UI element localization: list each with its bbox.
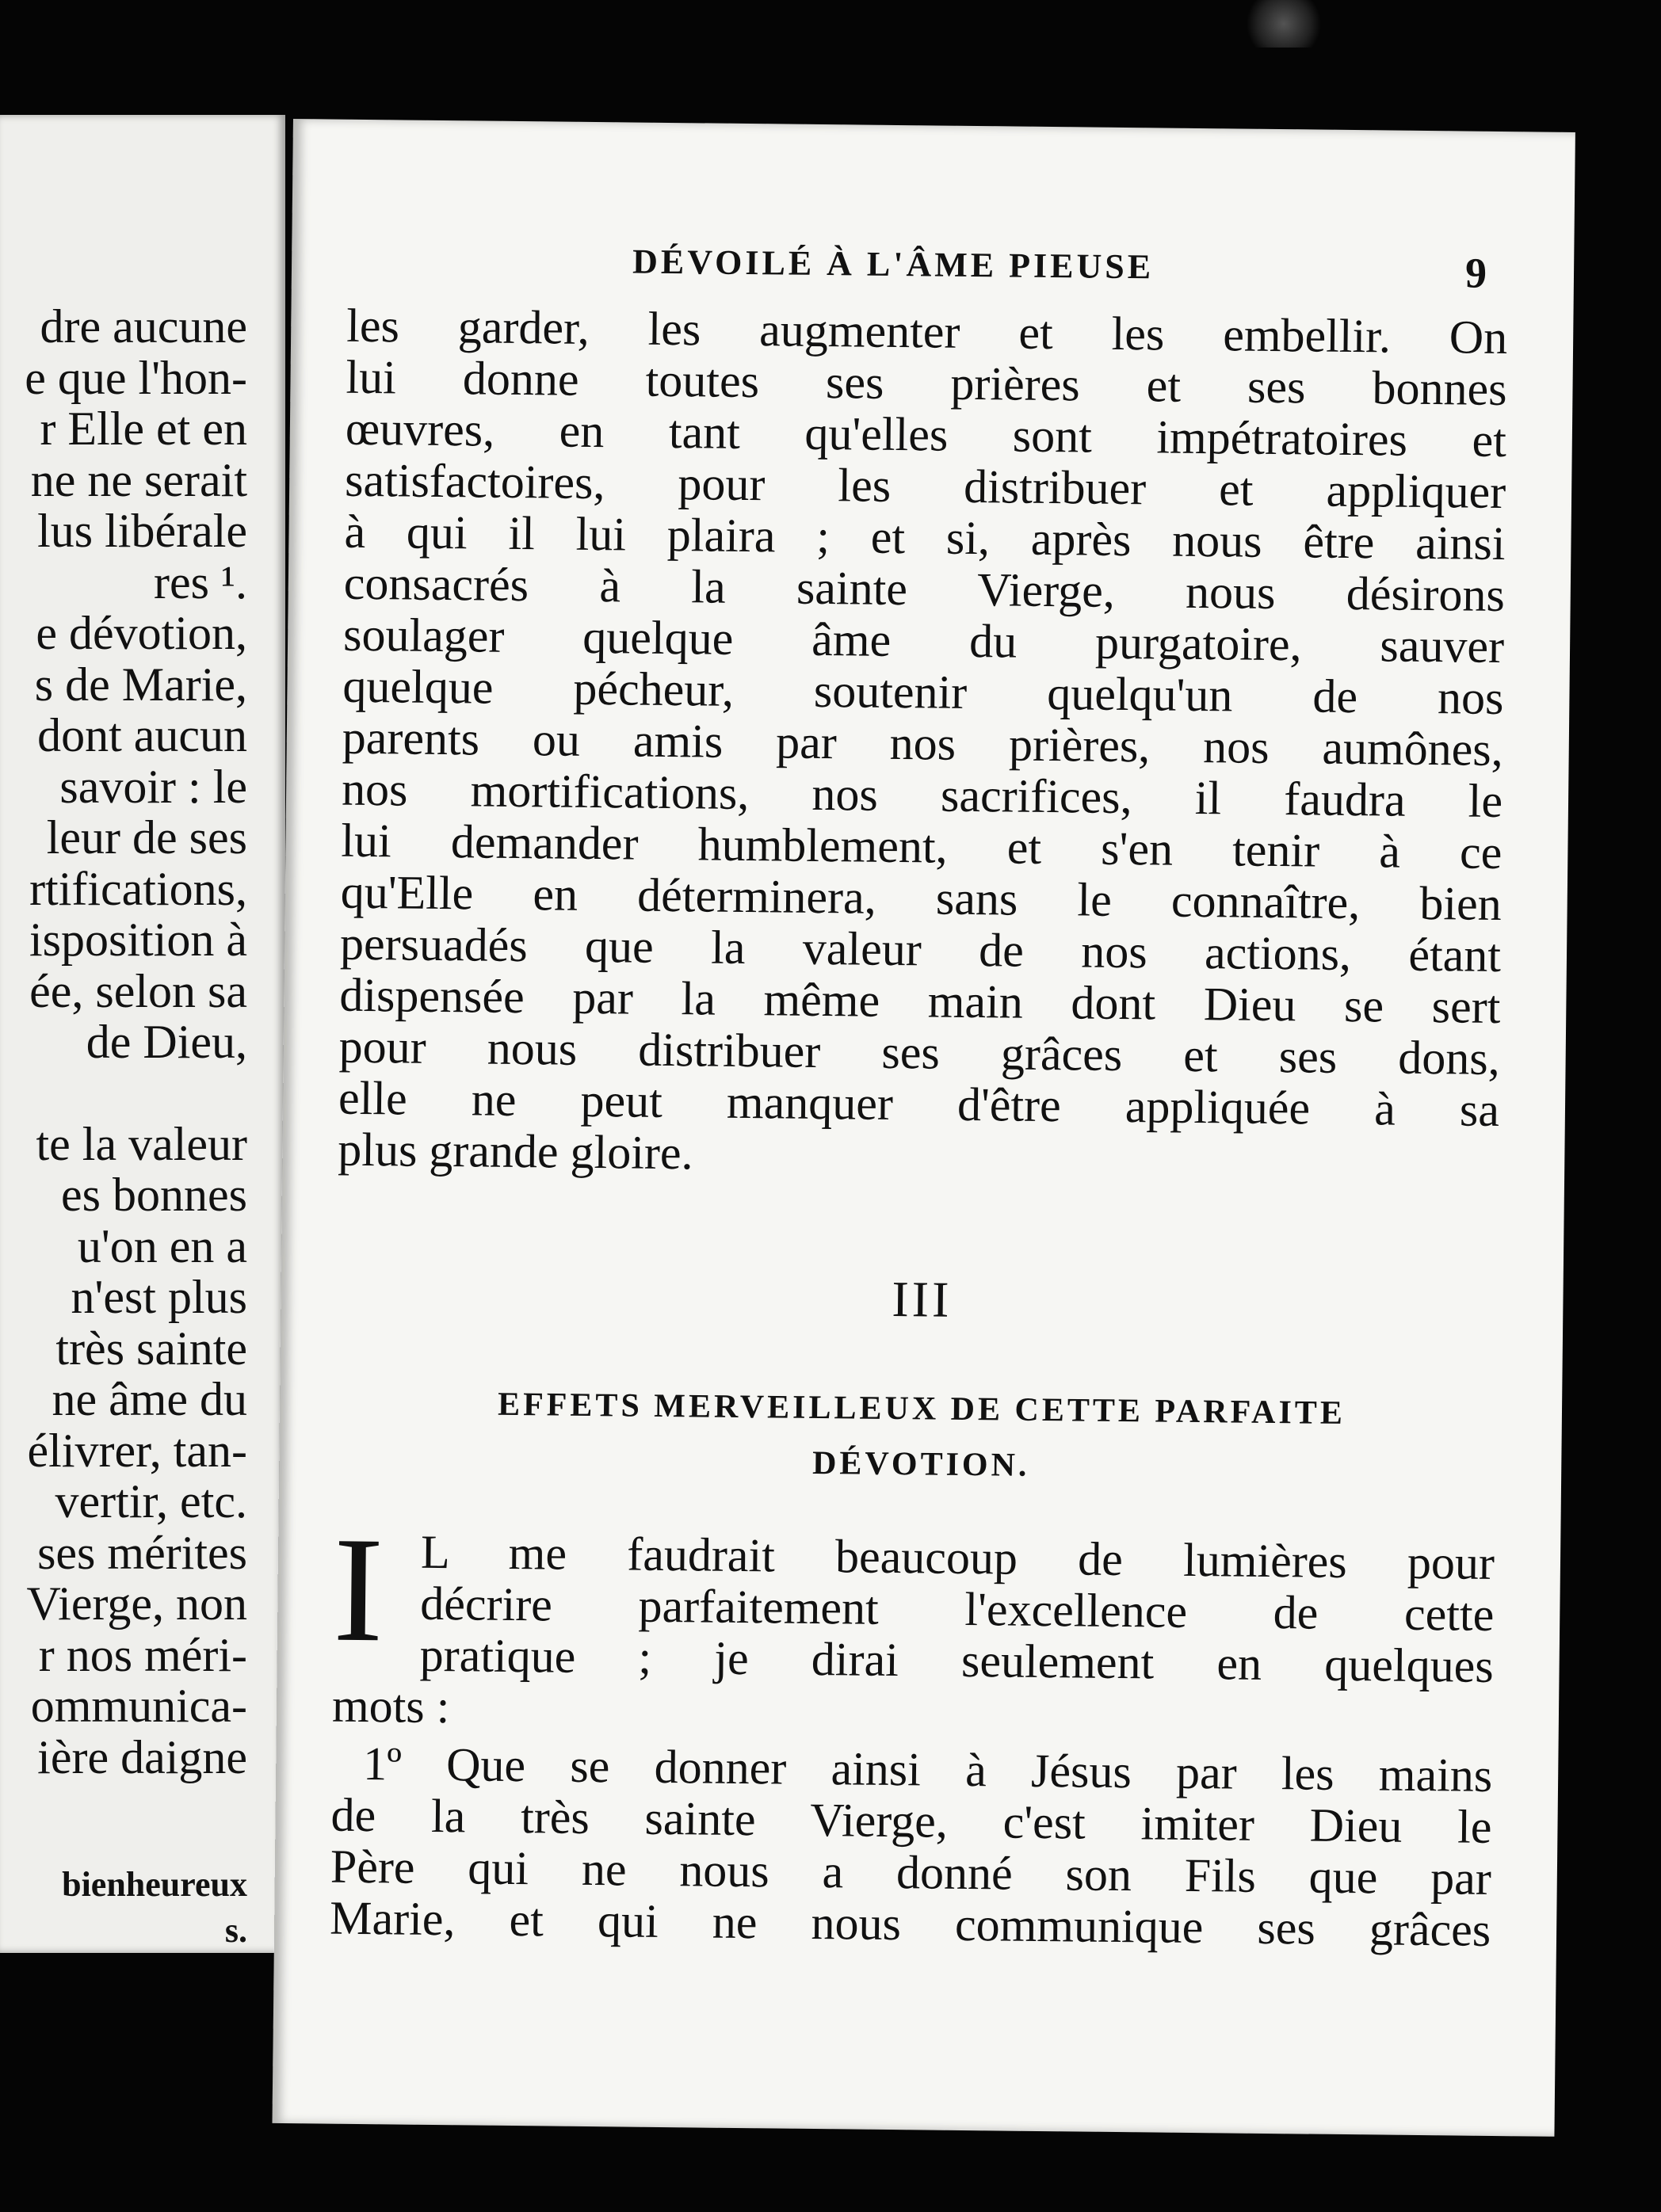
left-line: es bonnes <box>61 1169 247 1221</box>
left-line: r Elle et en <box>40 402 247 455</box>
left-line: ée, selon sa <box>29 964 247 1017</box>
section-title-line: DÉVOTION. <box>811 1444 1030 1484</box>
scan-speck <box>1236 0 1331 48</box>
left-line: u'on en a <box>77 1219 247 1272</box>
left-line: dre aucune <box>40 300 247 353</box>
text-line: elle ne peut manquer d'être appliquée à sa <box>338 1071 1500 1137</box>
left-line: rtifications, <box>29 862 247 915</box>
text-line: mots : <box>331 1679 450 1733</box>
left-line: savoir : le <box>59 760 247 813</box>
left-line: lus libérale <box>37 505 247 557</box>
right-page <box>273 119 1575 2137</box>
left-footnote-line: s. <box>224 1911 247 1950</box>
text-line: à qui il lui plaira ; et si, après nous être ainsi <box>344 505 1506 570</box>
dropcap-letter: I <box>332 1506 384 1674</box>
left-line: élivrer, tan- <box>27 1424 247 1477</box>
dropcap-block <box>332 1506 1495 1692</box>
left-line: leur de ses <box>46 811 247 864</box>
text-line: plus grande gloire. <box>338 1123 693 1180</box>
text-line: satisfactoires, pour les distribuer et appliquer <box>344 453 1506 519</box>
left-footnote-line: bienheureux <box>62 1865 247 1904</box>
text-line: quelque pécheur, soutenir quelqu'un de nos <box>342 659 1504 725</box>
left-line: dont aucun <box>37 709 247 761</box>
text-line: pratique ; je dirai seulement en quelques <box>419 1628 1494 1692</box>
left-line: vertir, etc. <box>55 1475 247 1527</box>
text-line: qu'Elle en déterminera, sans le connaître, bien <box>340 865 1503 931</box>
left-page <box>0 115 285 1953</box>
left-line: ses mérites <box>37 1526 247 1579</box>
paragraph-2 <box>329 1506 1495 1956</box>
left-line: te la valeur <box>36 1117 247 1170</box>
text-line: décrire parfaitement l'excellence de cette <box>420 1577 1495 1641</box>
left-line: r nos méri- <box>38 1628 247 1681</box>
left-line: n'est plus <box>71 1271 247 1323</box>
text-line: L me faudrait beaucoup de lumières pour <box>420 1525 1495 1589</box>
left-line: de Dieu, <box>86 1016 247 1068</box>
text-line: consacrés à la sainte Vierge, nous désirons <box>343 556 1506 622</box>
text-line: lui donne toutes ses prières et ses bonnes <box>346 350 1507 416</box>
text-line: pour nous distribuer ses grâces et ses dons, <box>338 1020 1501 1085</box>
left-footnote <box>0 1862 285 1953</box>
text-line: œuvres, en tant qu'elles sont impétratoires et <box>345 402 1507 467</box>
running-header: DÉVOILÉ À L'ÂME PIEUSE <box>632 242 1155 287</box>
section-number: III <box>892 1270 953 1328</box>
text-line: nos mortifications, nos sacrifices, il faudra le <box>341 762 1503 828</box>
left-line: ière daigne <box>37 1730 247 1783</box>
text-line: lui demander humblement, et s'en tenir à ce <box>341 814 1503 879</box>
text-line: parents ou amis par nos prières, nos aumônes, <box>342 711 1504 776</box>
left-line: isposition à <box>29 913 247 966</box>
left-line: res ¹. <box>154 555 247 608</box>
left-line: e que l'hon- <box>25 351 247 404</box>
left-page-text <box>0 301 285 1783</box>
paragraph-1 <box>338 300 1507 1188</box>
left-line: s de Marie, <box>34 658 247 711</box>
left-line: ommunica- <box>30 1680 247 1732</box>
text-line: persuadés que la valeur de nos actions, étant <box>339 917 1502 982</box>
page-number: 9 <box>1464 249 1487 297</box>
left-line: très sainte <box>55 1321 247 1375</box>
left-line: e dévotion, <box>36 607 247 659</box>
left-line: Vierge, non <box>26 1577 247 1630</box>
text-line: Père qui ne nous a donné son Fils que par <box>330 1840 1492 1905</box>
left-line: ne ne serait <box>30 453 247 506</box>
left-line: ne âme du <box>52 1373 247 1425</box>
text-line: soulager quelque âme du purgatoire, sauver <box>342 608 1505 673</box>
text-line: 1º Que se donner ainsi à Jésus par les mains <box>362 1737 1493 1802</box>
section-title-line: EFFETS MERVEILLEUX DE CETTE PARFAITE <box>497 1386 1346 1432</box>
text-line: les garder, les augmenter et les embellir. On <box>346 299 1508 364</box>
text-line: Marie, et qui ne nous communique ses grâces <box>329 1891 1491 1956</box>
section-title <box>326 1375 1516 1499</box>
text-line: dispensée par la même main dont Dieu se sert <box>339 968 1501 1034</box>
text-line: de la très sainte Vierge, c'est imiter Dieu le <box>330 1788 1492 1853</box>
